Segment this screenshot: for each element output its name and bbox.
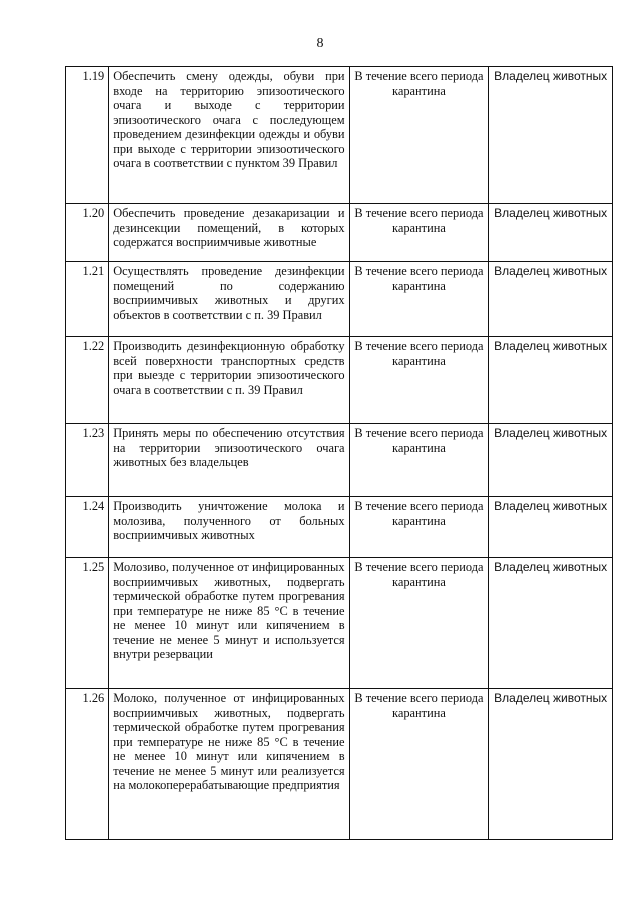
table-row	[66, 558, 613, 689]
responsible-text: Владелец животных	[489, 689, 613, 840]
measure-text: Осуществлять проведение дезинфекции помещений по содержанию восприимчивых животных и других объектов в соответствии с п. 39 Правил	[109, 262, 349, 337]
responsible-text: Владелец животных	[489, 337, 613, 424]
table-row	[66, 262, 613, 337]
row-number: 1.25	[66, 558, 109, 689]
page-number: 8	[316, 36, 324, 51]
table-body	[66, 67, 613, 840]
responsible-text: Владелец животных	[489, 497, 613, 558]
measure-text: Принять меры по обеспечению отсутствия на территории эпизоотического очага животных без владельцев	[109, 424, 349, 497]
period-text: В течение всего периода карантина	[349, 262, 489, 337]
responsible-text: Владелец животных	[489, 204, 613, 262]
table-row	[66, 67, 613, 204]
measure-text: Молоко, полученное от инфицированных восприимчивых животных, подвергать термической обработке путем прогревания при температуре не ниже 85 °С в течение не менее 10 минут или кипячением в течение не менее 5 минут или реализуется на молокоперерабатывающие предприятия	[109, 689, 349, 840]
period-text: В течение всего периода карантина	[349, 424, 489, 497]
table-row	[66, 497, 613, 558]
period-text: В течение всего периода карантина	[349, 337, 489, 424]
row-number: 1.24	[66, 497, 109, 558]
responsible-text: Владелец животных	[489, 67, 613, 204]
measure-text: Обеспечить проведение дезакаризации и дезинсекции помещений, в которых содержатся восприимчивые животные	[109, 204, 349, 262]
measure-text: Обеспечить смену одежды, обуви при входе на территорию эпизоотического очага и выходе с территории эпизоотического очага с последующем проведением дезинфекции одежды и обуви при выходе с территории эпизоотического очага в соответствии с пунктом 39 Правил	[109, 67, 349, 204]
row-number: 1.22	[66, 337, 109, 424]
period-text: В течение всего периода карантина	[349, 67, 489, 204]
responsible-text: Владелец животных	[489, 262, 613, 337]
row-number: 1.21	[66, 262, 109, 337]
period-text: В течение всего периода карантина	[349, 497, 489, 558]
responsible-text: Владелец животных	[489, 424, 613, 497]
row-number: 1.20	[66, 204, 109, 262]
row-number: 1.23	[66, 424, 109, 497]
table-row	[66, 337, 613, 424]
row-number: 1.26	[66, 689, 109, 840]
row-number: 1.19	[66, 67, 109, 204]
period-text: В течение всего периода карантина	[349, 689, 489, 840]
table-row	[66, 689, 613, 840]
measure-text: Производить уничтожение молока и молозива, полученного от больных восприимчивых животных	[109, 497, 349, 558]
measure-text: Молозиво, полученное от инфицированных восприимчивых животных, подвергать термической обработке путем прогревания при температуре не ниже 85 °С в течение не менее 10 минут или кипячением в течение не менее 5 минут и используется внутри резервации	[109, 558, 349, 689]
quarantine-measures-table	[65, 66, 613, 840]
period-text: В течение всего периода карантина	[349, 204, 489, 262]
period-text: В течение всего периода карантина	[349, 558, 489, 689]
measure-text: Производить дезинфекционную обработку всей поверхности транспортных средств при выезде с территории эпизоотического очага в соответствии с п. 39 Правил	[109, 337, 349, 424]
table-row	[66, 204, 613, 262]
responsible-text: Владелец животных	[489, 558, 613, 689]
table-row	[66, 424, 613, 497]
